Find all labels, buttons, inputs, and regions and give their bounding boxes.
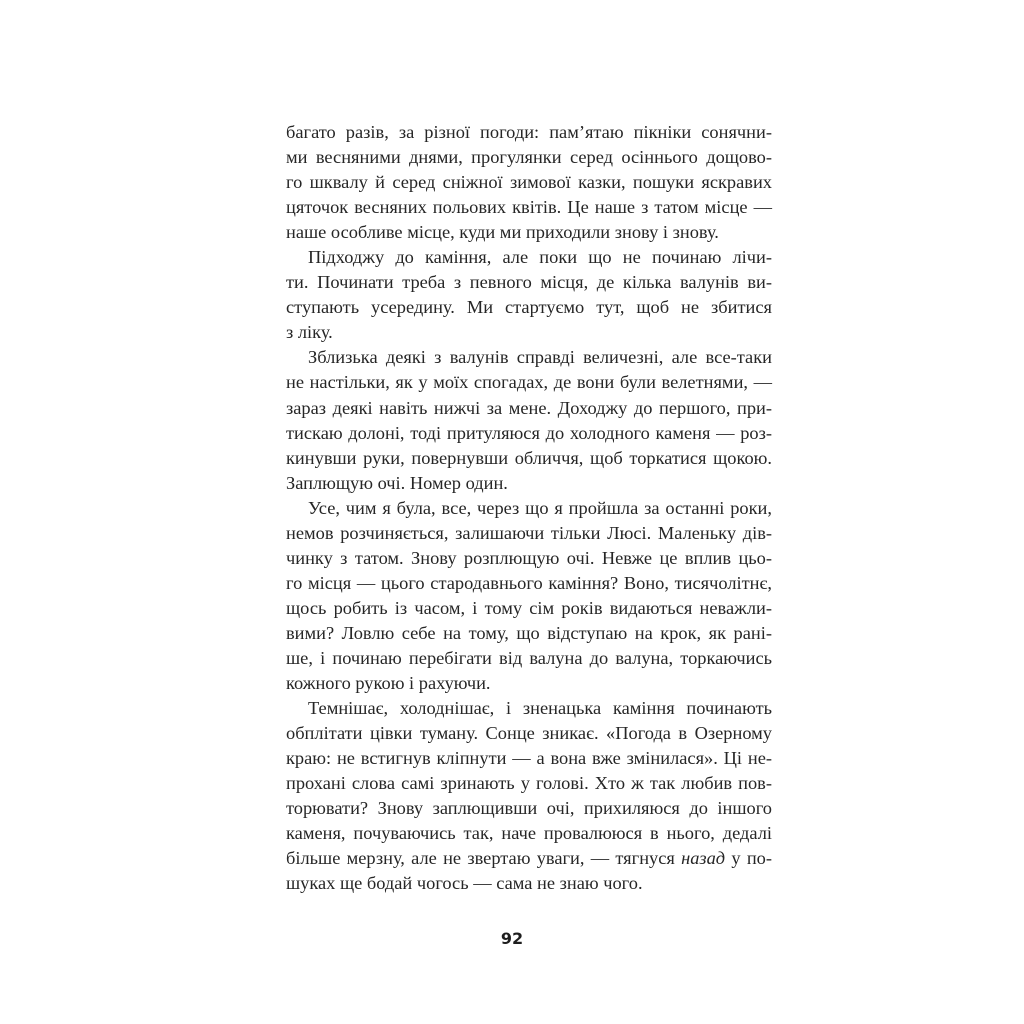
text-line: немов розчиняється, залишаючи тільки Люсі. Маленьку дів- bbox=[286, 522, 772, 543]
text-line: торювати? Знову заплющивши очі, прихиляюся до іншого bbox=[286, 798, 772, 819]
text-line: тискаю долоні, тоді притуляюся до холодного каменя — роз- bbox=[286, 422, 772, 443]
text-line: го шквалу й серед сніжної зимової казки, пошуки яскравих bbox=[286, 172, 772, 193]
body-text bbox=[286, 120, 772, 896]
text-line: ше, і починаю перебігати від валуна до валуна, торкаючись bbox=[286, 647, 772, 668]
text-line: не настільки, як у моїх спогадах, де вони були велетнями, — bbox=[286, 372, 772, 393]
text-line: Зблизька деякі з валунів справді величезні, але все-таки bbox=[308, 347, 772, 368]
text-line: кожного рукою і рахуючи. bbox=[286, 673, 491, 694]
text-line: краю: не встигнув кліпнути — а вона вже змінилася». Ці не- bbox=[286, 748, 772, 769]
text-line: з ліку. bbox=[286, 322, 333, 343]
text-line: цяточок весняних польових квітів. Це наше з татом місце — bbox=[286, 197, 772, 218]
text-segment: у по- bbox=[725, 848, 772, 869]
text-line: прохані слова самі зринають у голові. Хто ж так любив пов- bbox=[286, 773, 772, 794]
text-line: ми весняними днями, прогулянки серед осіннього дощово- bbox=[286, 147, 772, 168]
text-line: Підходжу до каміння, але поки що не починаю лічи- bbox=[308, 247, 772, 268]
text-line: вими? Ловлю себе на тому, що відступаю на крок, як рані- bbox=[286, 622, 772, 643]
text-line: ти. Починати треба з певного місця, де кілька валунів ви- bbox=[286, 272, 772, 293]
text-line: Усе, чим я була, все, через що я пройшла за останні роки, bbox=[308, 497, 772, 518]
text-line: ступають усередину. Ми стартуємо тут, щоб не збитися bbox=[286, 297, 772, 318]
text-segment: більше мерзну, але не звертаю уваги, — тягнуся bbox=[286, 848, 682, 869]
italic-word: назад bbox=[681, 848, 726, 869]
text-line: шуках ще бодай чогось — сама не знаю чого. bbox=[286, 873, 643, 894]
page-number: 92 bbox=[500, 929, 524, 948]
text-line: кинувши руки, повернувши обличчя, щоб торкатися щокою. bbox=[286, 447, 772, 468]
text-line: щось робить із часом, і тому сім років видаються неважли- bbox=[286, 597, 772, 618]
text-line bbox=[286, 846, 772, 871]
text-line: каменя, почуваючись так, наче провалююся в нього, дедалі bbox=[286, 823, 772, 844]
text-line: Заплющую очі. Номер один. bbox=[286, 472, 508, 493]
text-line: наше особливе місце, куди ми приходили знову і знову. bbox=[286, 222, 719, 243]
text-line: чинку з татом. Знову розплющую очі. Невже це вплив цьо- bbox=[286, 547, 772, 568]
text-line: го місця — цього стародавнього каміння? Воно, тисячолітнє, bbox=[286, 572, 772, 593]
text-line: Темнішає, холоднішає, і зненацька каміння починають bbox=[308, 698, 772, 719]
text-line: обплітати цівки туману. Сонце зникає. «Погода в Озерному bbox=[286, 723, 772, 744]
text-line: багато разів, за різної погоди: пам’ятаю пікніки сонячни- bbox=[286, 122, 772, 142]
text-line: зараз деякі навіть нижчі за мене. Доходжу до першого, при- bbox=[286, 397, 772, 418]
